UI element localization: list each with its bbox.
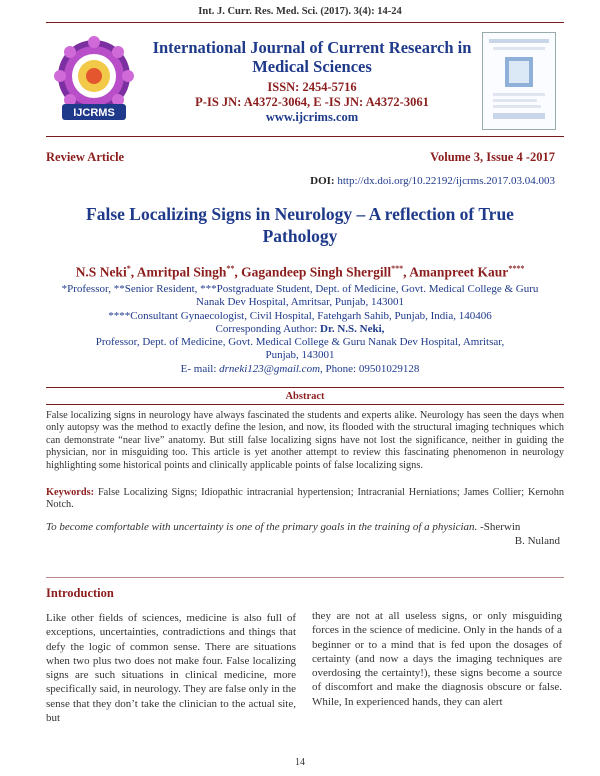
email-link[interactable]: drneki123@gmail.com <box>219 362 321 375</box>
journal-name: International Journal of Current Research in Medical Sciences <box>152 38 472 76</box>
journal-citation: Int. J. Curr. Res. Med. Sci. (2017). 3(4): 14-24 <box>198 6 402 17</box>
corresponding-author: Corresponding Author: Dr. N.S. Neki, <box>215 322 385 335</box>
epigraph <box>46 520 560 548</box>
logo-text: IJCRMS <box>73 107 115 119</box>
journal-cover-thumbnail <box>482 32 556 130</box>
abstract-rule-bottom <box>46 404 564 405</box>
doi <box>310 175 555 187</box>
author-2: Amritpal Singh <box>136 264 227 280</box>
journal-website[interactable]: www.ijcrims.com <box>265 110 359 124</box>
corresponding-address: Professor, Dept. of Medicine, Govt. Medical College & Guru Nanak Dev Hospital, Amritsar, Punjab, 143001 <box>95 336 505 362</box>
author-4: Amanpreet Kaur <box>409 264 509 280</box>
author-2-mark: ** <box>226 264 235 273</box>
author-1-mark: * <box>126 264 131 273</box>
introduction-heading: Introduction <box>46 586 114 600</box>
volume-issue: Volume 3, Issue 4 -2017 <box>430 150 555 164</box>
introduction-column-1: Like other fields of sciences, medicine is also full of exceptions, uncertainties, contradictions and things that defy the logic of common sense. There are situations when two plus two does not make four. False localizing signs are such situations in clinical medicine, more specifically said, in neurology. They are false only in the sense that they don’t take the clinician to the actual site, but <box>46 612 296 725</box>
keywords <box>46 487 564 512</box>
affiliation-1: *Professor, **Senior Resident, ***Postgraduate Student, Dept. of Medicine, Govt. Medical College & Guru Nanak Dev Hospital, Amritsar, Punjab, 143001 <box>61 283 539 309</box>
author-1: N.S Neki <box>75 264 127 280</box>
journal-identifiers <box>142 80 482 125</box>
author-list: N.S Neki*, Amritpal Singh**, Gagandeep Singh Shergill***, Amanpreet Kaur**** <box>75 264 525 280</box>
doi-link[interactable]: http://dx.doi.org/10.22192/ijcrms.2017.03.04.003 <box>337 175 555 187</box>
epigraph-attribution: B. Nuland <box>514 535 560 547</box>
keywords-label: Keywords: <box>46 487 95 498</box>
epigraph-attribution-prefix: -Sherwin <box>480 521 521 533</box>
contact: E- mail: drneki123@gmail.com, Phone: 09501029128 <box>180 362 420 375</box>
article-title: False Localizing Signs in Neurology – A reflection of True Pathology <box>86 204 514 246</box>
header-divider <box>46 22 564 23</box>
section-divider <box>46 577 564 578</box>
doi-label: DOI: <box>310 175 335 187</box>
phone: , Phone: 09501029128 <box>320 362 420 375</box>
article-type: Review Article <box>46 150 125 164</box>
abstract-heading: Abstract <box>285 391 325 402</box>
p-e-issn: P-IS JN: A4372-3064, E -IS JN: A4372-3061 <box>195 95 429 109</box>
page-number: 14 <box>295 757 305 768</box>
epigraph-text: To become comfortable with uncertainty is one of the primary goals in the training of a physician. <box>46 521 478 533</box>
affiliations <box>40 283 560 376</box>
keywords-list: False Localizing Signs; Idiopathic intracranial hypertension; Intracranial Herniations; James Collier; Kernohn Notch. <box>46 487 564 511</box>
abstract-text: False localizing signs in neurology have always fascinated the students and experts alike. Neurology has seen the days when only autopsy was the method to exactly define the lesion, and now, its flooded with the structural imaging techniques which can demonstrate “near live” anatomy. But still false localizing signs have not lost the significance, neither in guiding the physician, nor in misguiding too. This article is yet another attempt to review this fascinating phenomenon in neurology highlighting some historical points and clinically applicable points of false localizing signs. <box>46 410 564 471</box>
author-4-mark: **** <box>508 264 525 273</box>
abstract-rule-top <box>46 387 564 388</box>
issn: ISSN: 2454-5716 <box>267 80 357 94</box>
author-3-mark: *** <box>391 264 404 273</box>
affiliation-2: ****Consultant Gynaecologist, Civil Hospital, Fatehgarh Sahib, Punjab, India, 140406 <box>108 309 492 322</box>
journal-logo <box>48 30 140 130</box>
header-divider-bottom <box>46 136 564 137</box>
author-3: Gagandeep Singh Shergill <box>241 264 392 280</box>
introduction-column-2: they are not at all useless signs, or only misguiding forces in the science of medicine. Only in the hands of a beginner or to a mind that is fed upon the dosages of certainty (and now a days the imaging techniques are overdosing the certainty!), these signs become a source of discomfort and make the diagnosis obscure or false. While, In experienced hands, they can alert <box>312 610 562 708</box>
